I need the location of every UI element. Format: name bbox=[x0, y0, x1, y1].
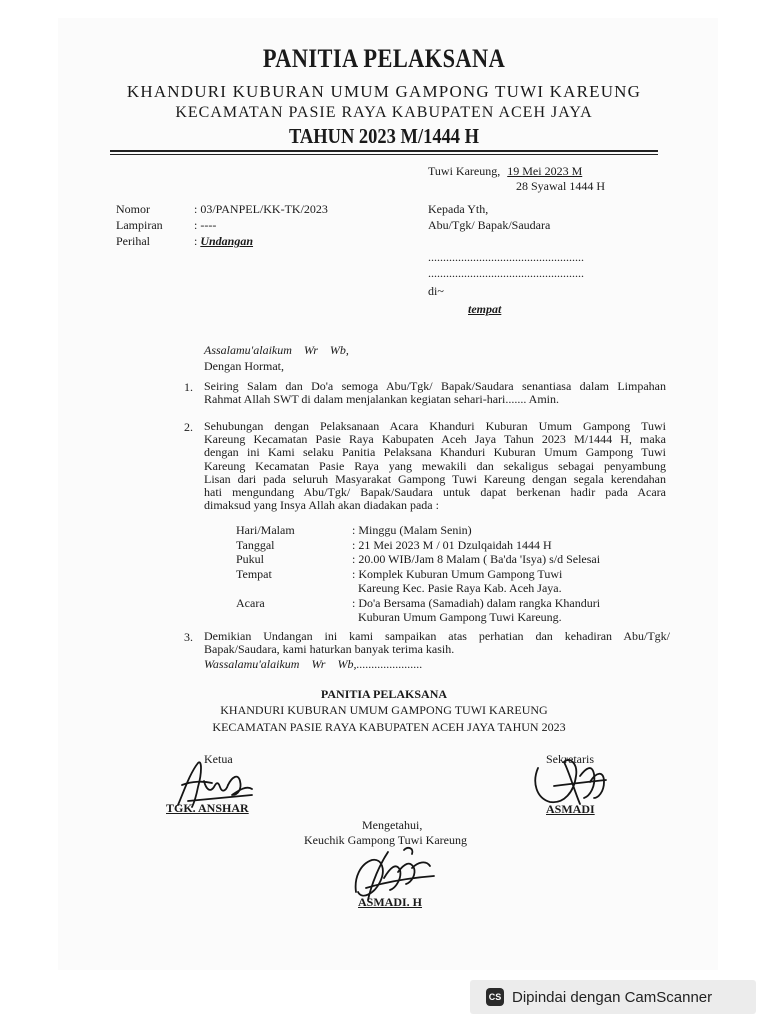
item-2-line: dimaksud yang Insya Allah akan diadakan pada : bbox=[204, 498, 439, 513]
item-1-number: 1. bbox=[184, 380, 193, 394]
recipient-di: di~ bbox=[428, 284, 444, 298]
perihal-value: Undangan bbox=[200, 234, 254, 248]
mengetahui-label: Mengetahui, bbox=[362, 818, 423, 832]
recipient-tempat: tempat bbox=[468, 302, 502, 316]
item-2-text bbox=[204, 420, 666, 512]
perihal-label: Perihal bbox=[116, 234, 150, 248]
event-tanggal-label: Tanggal bbox=[236, 538, 275, 552]
letterhead-line-1: KHANDURI KUBURAN UMUM GAMPONG TUWI KAREUNG bbox=[126, 82, 642, 101]
item-3-line: Demikian Undangan ini kami sampaikan atas perhatian dan kehadiran Abu/Tgk/ bbox=[204, 629, 670, 643]
keuchik-name: ASMADI. H bbox=[358, 895, 423, 909]
event-acara-value-2: Kuburan Umum Gampong Tuwi Kareung. bbox=[358, 610, 562, 624]
closing-wassalam: Wassalamu'alaikum Wr Wb,...................... bbox=[204, 657, 423, 671]
footer-line-2: KECAMATAN PASIE RAYA KABUPATEN ACEH JAYA TAHUN 2023 bbox=[212, 720, 566, 734]
ketua-name: TGK. ANSHAR bbox=[166, 801, 249, 815]
event-tanggal-value: : 21 Mei 2023 M / 01 Dzulqaidah 1444 H bbox=[352, 538, 552, 552]
greeting-salam: Assalamu'alaikum Wr Wb, bbox=[204, 343, 349, 357]
event-acara-label: Acara bbox=[236, 596, 265, 610]
camscanner-badge bbox=[470, 980, 756, 1014]
keuchik-label: Keuchik Gampong Tuwi Kareung bbox=[304, 833, 467, 847]
camscanner-logo-icon: CS bbox=[486, 988, 504, 1006]
item-2-line: hati mengundang Abu/Tgk/ Bapak/Saudara untuk dapat berkenan hadir pada Acara bbox=[204, 485, 666, 500]
item-3-line: Bapak/Saudara, kami haturkan banyak terima kasih. bbox=[204, 642, 455, 657]
event-pukul-label: Pukul bbox=[236, 552, 265, 566]
event-tempat-value-1: : Komplek Kuburan Umum Gampong Tuwi bbox=[352, 567, 563, 581]
item-1-line: Seiring Salam dan Do'a semoga Abu/Tgk/ Bapak/Saudara senantiasa dalam Limpahan bbox=[204, 379, 666, 393]
item-2-line: dengan ini Kami selaku Panitia Pelaksana Khanduri Kuburan Umum Gampong Tuwi bbox=[204, 445, 666, 460]
camscanner-label: Dipindai dengan CamScanner bbox=[512, 988, 713, 1006]
perihal-line bbox=[194, 234, 253, 249]
item-2-line: Lisan dari pada seluruh Masyarakat Gampong Tuwi Kareung dengan segala kerendahan bbox=[204, 471, 666, 486]
letterhead-year: TAHUN 2023 M/1444 H bbox=[288, 124, 480, 148]
event-hari-value: : Minggu (Malam Senin) bbox=[352, 523, 472, 537]
item-2-line: Kareung Kecamatan Pasie Raya Kabupaten Aceh Jaya Tahun 2023 M/1444 H, maka bbox=[204, 432, 666, 447]
letterhead-line-2: KECAMATAN PASIE RAYA KABUPATEN ACEH JAYA bbox=[175, 104, 593, 121]
sekretaris-label: Sekretaris bbox=[546, 752, 594, 766]
date-place: Tuwi Kareung, bbox=[428, 164, 501, 178]
recipient-blank-2: .................................................... bbox=[428, 266, 584, 280]
perihal-colon: : bbox=[194, 234, 198, 248]
recipient-name: Abu/Tgk/ Bapak/Saudara bbox=[428, 218, 551, 232]
ketua-label: Ketua bbox=[204, 752, 233, 766]
kepada-yth: Kepada Yth, bbox=[428, 202, 489, 216]
lampiran-label: Lampiran bbox=[116, 218, 163, 232]
event-pukul-value: : 20.00 WIB/Jam 8 Malam ( Ba'da 'Isya) s/d Selesai bbox=[352, 552, 601, 566]
date-line bbox=[428, 164, 582, 179]
item-3-number: 3. bbox=[184, 630, 193, 644]
item-2-line: Sehubungan dengan Pelaksanaan Acara Khanduri Kuburan Umum Gampong Tuwi bbox=[204, 419, 666, 433]
recipient-blank-1: .................................................... bbox=[428, 250, 584, 264]
sekretaris-name: ASMADI bbox=[546, 802, 595, 816]
item-2-number: 2. bbox=[184, 420, 193, 434]
event-tempat-value-2: Kareung Kec. Pasie Raya Kab. Aceh Jaya. bbox=[358, 581, 562, 595]
nomor-label: Nomor bbox=[116, 202, 150, 216]
item-2-line: Kareung Kecamatan Pasie Raya yang mewakili dan sekaligus sebagai penyambung bbox=[204, 458, 666, 473]
letterhead-title: PANITIA PELAKSANA bbox=[262, 44, 506, 73]
footer-title: PANITIA PELAKSANA bbox=[320, 687, 448, 701]
date-hijri: 28 Syawal 1444 H bbox=[516, 179, 605, 193]
footer-line-1: KHANDURI KUBURAN UMUM GAMPONG TUWI KAREUNG bbox=[220, 703, 548, 717]
greeting-hormat: Dengan Hormat, bbox=[204, 359, 284, 373]
item-1-text bbox=[204, 380, 666, 406]
event-tempat-label: Tempat bbox=[236, 567, 272, 581]
letterhead-rule-thin bbox=[110, 154, 658, 155]
letterhead-rule bbox=[110, 150, 658, 152]
item-3-text bbox=[204, 630, 670, 656]
nomor-value: : 03/PANPEL/KK-TK/2023 bbox=[194, 202, 328, 216]
event-hari-label: Hari/Malam bbox=[236, 523, 295, 537]
event-acara-value-1: : Do'a Bersama (Samadiah) dalam rangka Khanduri bbox=[352, 596, 601, 610]
date-gregorian: 19 Mei 2023 M bbox=[507, 164, 583, 178]
item-1-line: Rahmat Allah SWT di dalam menjalankan kegiatan sehari-hari....... Amin. bbox=[204, 392, 560, 407]
lampiran-value: : ---- bbox=[194, 218, 217, 232]
